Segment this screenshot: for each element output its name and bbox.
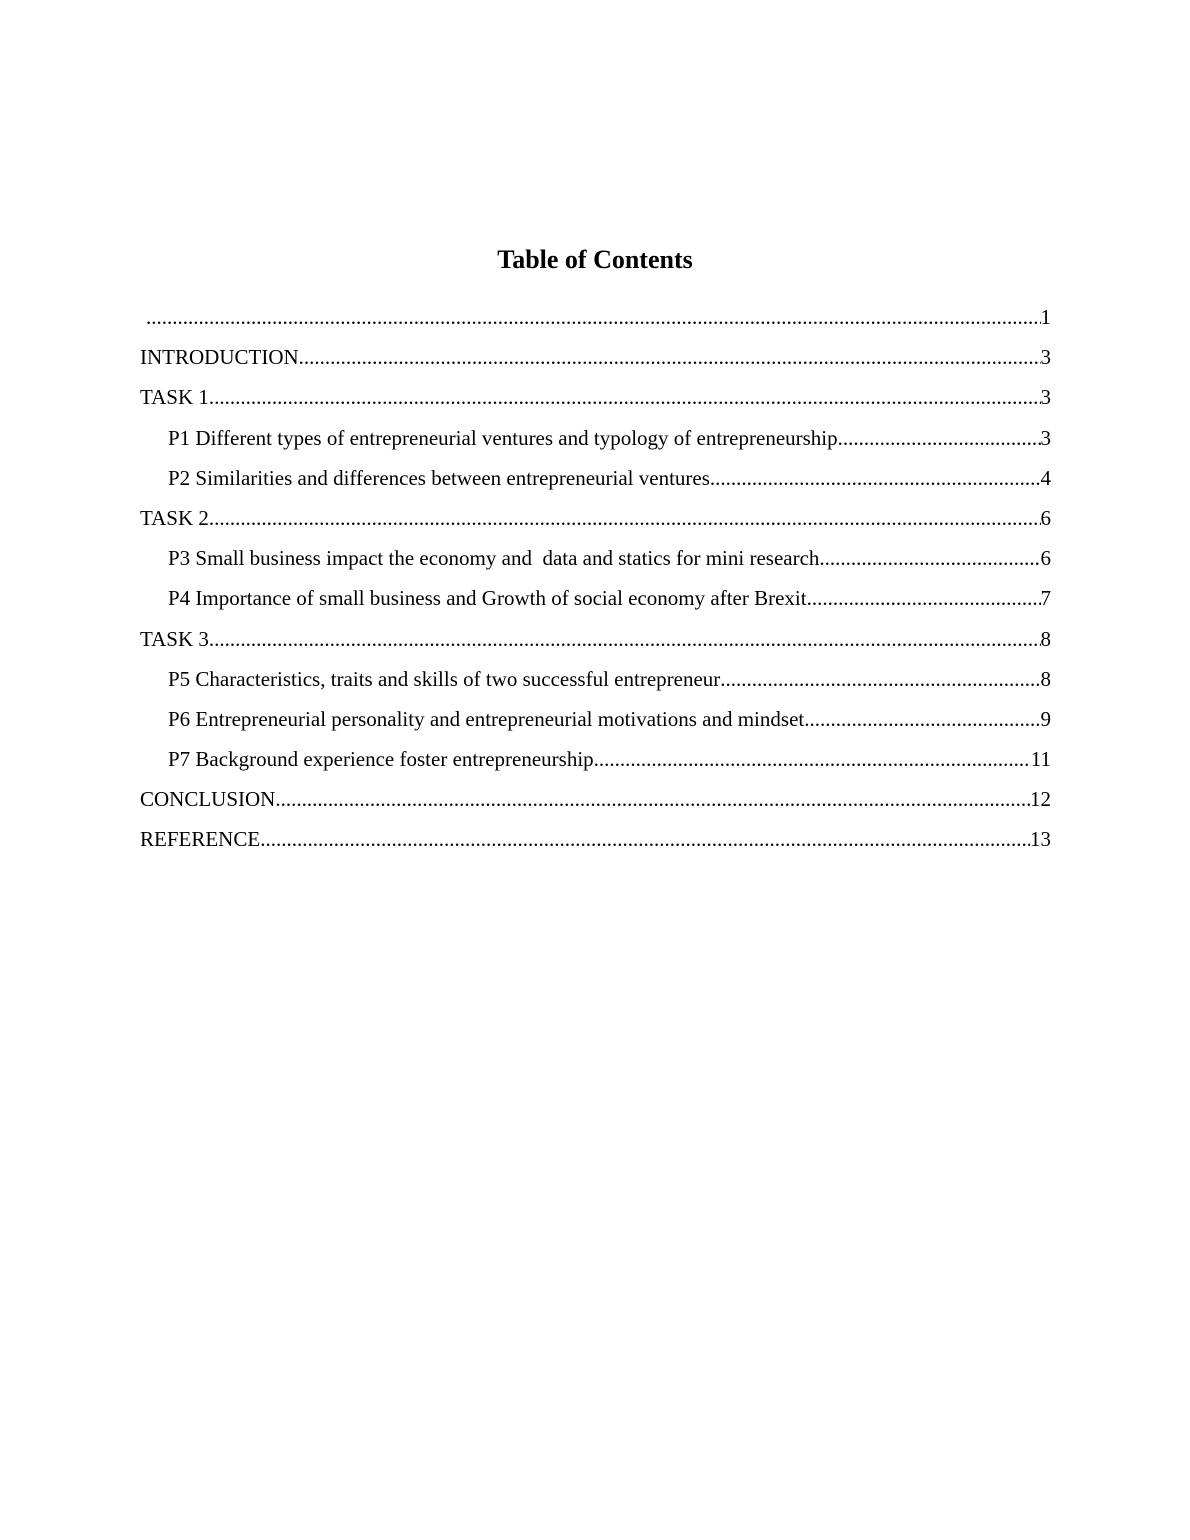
toc-entry[interactable] <box>140 340 1051 380</box>
toc-entry[interactable] <box>140 662 1051 702</box>
toc-entry-page: 13 <box>1030 827 1051 852</box>
toc-title: Table of Contents <box>497 245 693 274</box>
toc-dot-leader <box>720 662 1040 696</box>
toc-entry[interactable] <box>140 782 1051 822</box>
toc-entry-page: 8 <box>1040 666 1051 691</box>
toc-entry-page: 4 <box>1040 465 1051 490</box>
toc-entry-text: P1 Different types of entrepreneurial ventures and typology of entrepreneurship <box>168 425 838 450</box>
toc-entry-page: 12 <box>1030 787 1051 812</box>
toc-entry-text: TASK 2 <box>140 505 209 530</box>
toc-entry-page: 6 <box>1040 505 1051 530</box>
toc-entry[interactable] <box>140 421 1051 461</box>
toc-entry[interactable] <box>140 822 1051 862</box>
toc-entry-page: 3 <box>1040 385 1051 410</box>
toc-entry-page: 3 <box>1040 345 1051 370</box>
toc-entry[interactable] <box>140 501 1051 541</box>
toc-entry-text: INTRODUCTION <box>140 345 299 370</box>
toc-entry-page: 8 <box>1040 626 1051 651</box>
toc-entry-text: CONCLUSION <box>140 787 276 812</box>
toc-entry-text: P2 Similarities and differences between entrepreneurial ventures <box>168 465 710 490</box>
toc-dot-leader <box>209 501 1041 535</box>
toc-entry-page: 9 <box>1040 706 1051 731</box>
toc-entry[interactable] <box>140 541 1051 581</box>
toc-entry-page: 11 <box>1030 747 1051 772</box>
toc-entry-text: REFERENCE <box>140 827 261 852</box>
toc-list <box>140 300 1051 863</box>
toc-entry-text: P6 Entrepreneurial personality and entrepreneurial motivations and mindset <box>168 706 805 731</box>
toc-entry[interactable] <box>140 300 1051 340</box>
toc-entry[interactable] <box>140 581 1051 621</box>
toc-dot-leader <box>710 461 1041 495</box>
toc-dot-leader <box>804 702 1040 736</box>
toc-entry-text: TASK 3 <box>140 626 209 651</box>
toc-entry[interactable] <box>140 702 1051 742</box>
toc-dot-leader <box>807 581 1041 615</box>
toc-entry[interactable] <box>140 461 1051 501</box>
toc-entry-text: P4 Importance of small business and Growth of social economy after Brexit <box>168 586 807 611</box>
toc-entry-text: P7 Background experience foster entrepreneurship <box>168 747 594 772</box>
toc-entry-page: 1 <box>1040 305 1051 329</box>
toc-entry-text: P5 Characteristics, traits and skills of two successful entrepreneur <box>168 666 721 691</box>
toc-dot-leader <box>260 822 1030 856</box>
toc-entry-page: 3 <box>1040 425 1051 450</box>
toc-dot-leader <box>209 622 1041 656</box>
toc-entry-page: 7 <box>1040 586 1051 611</box>
toc-entry[interactable] <box>140 380 1051 420</box>
toc-dot-leader <box>838 421 1041 455</box>
toc-dot-leader <box>146 300 1041 334</box>
toc-dot-leader <box>819 541 1040 575</box>
toc-entry[interactable] <box>140 742 1051 782</box>
toc-entry-text: TASK 1 <box>140 385 209 410</box>
toc-dot-leader <box>594 742 1031 776</box>
toc-entry-text: P3 Small business impact the economy and data and statics for mini research <box>168 546 820 571</box>
toc-entry-page: 6 <box>1040 546 1051 571</box>
toc-entry[interactable] <box>140 622 1051 662</box>
toc-dot-leader <box>299 340 1041 374</box>
toc-dot-leader <box>275 782 1030 816</box>
toc-dot-leader <box>209 380 1041 414</box>
